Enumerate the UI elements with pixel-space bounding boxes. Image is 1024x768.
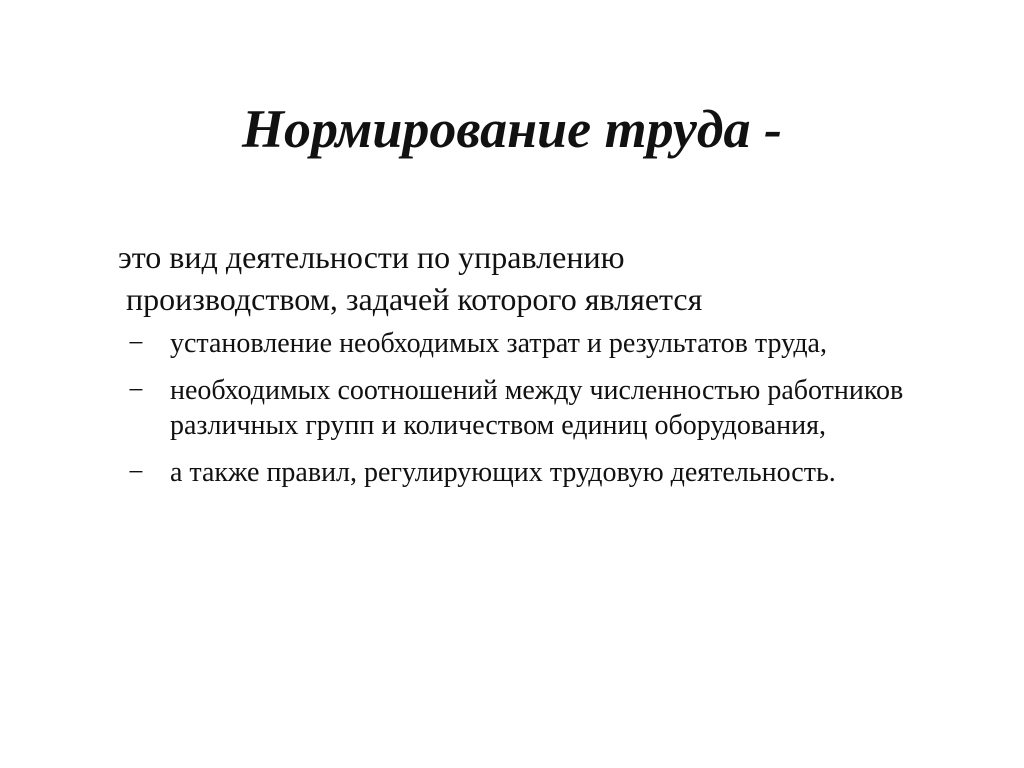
definition-list xyxy=(128,326,958,502)
intro-line-1: это вид деятельности по управлению xyxy=(118,239,625,275)
list-item-text: а также правил, регулирующих трудовую деятельность. xyxy=(170,457,836,488)
intro-text xyxy=(118,236,938,320)
list-item xyxy=(128,373,958,443)
list-item xyxy=(128,326,958,361)
list-item-text: необходимых соотношений между численностью работников различных групп и количеством единиц оборудования, xyxy=(170,375,904,441)
slide-title: Нормирование труда - xyxy=(242,99,782,159)
dash-bullet-icon: − xyxy=(128,457,144,488)
dash-bullet-icon: − xyxy=(128,328,144,359)
intro-line-2: производством, задачей которого является xyxy=(126,281,703,317)
list-item xyxy=(128,455,958,490)
list-item-text: установление необходимых затрат и результатов труда, xyxy=(170,328,827,359)
dash-bullet-icon: − xyxy=(128,375,144,406)
